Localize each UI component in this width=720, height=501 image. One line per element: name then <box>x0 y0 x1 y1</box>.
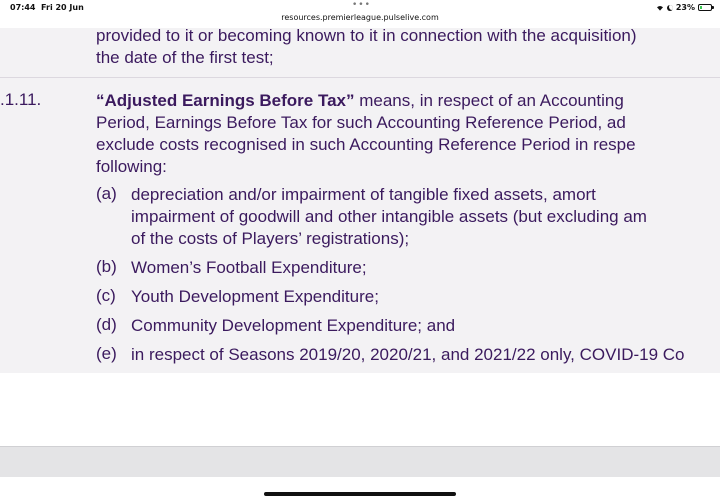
clause-line-1: means, in respect of an Accounting <box>354 91 624 110</box>
clause-line-2: Period, Earnings Before Tax for such Accounting Reference Period, ad <box>96 113 626 132</box>
item-a-line-1: depreciation and/or impairment of tangible fixed assets, amort <box>131 185 596 204</box>
item-b-line-1: Women’s Football Expenditure; <box>131 258 367 277</box>
clause-line-4: following: <box>96 157 167 176</box>
item-a-letter: (a) <box>96 184 117 203</box>
clause-number: .1.11. <box>0 90 42 109</box>
status-bar <box>0 0 720 28</box>
item-b-letter: (b) <box>96 257 117 276</box>
bottom-toolbar[interactable] <box>0 446 720 478</box>
status-date: Fri 20 Jun <box>41 3 84 12</box>
item-d-letter: (d) <box>96 315 117 334</box>
item-c-line-1: Youth Development Expenditure; <box>131 287 379 306</box>
item-e-line-1: in respect of Seasons 2019/20, 2020/21, and 2021/22 only, COVID-19 Co <box>131 345 685 364</box>
blank-page-area <box>0 373 720 446</box>
multitasking-dots-icon[interactable]: ••• <box>352 0 371 10</box>
address-url[interactable]: resources.premierleague.pulselive.com <box>281 13 439 22</box>
item-e-letter: (e) <box>96 344 117 363</box>
status-icons <box>656 3 712 12</box>
document-page <box>0 28 720 373</box>
defined-term: “Adjusted Earnings Before Tax” <box>96 91 355 110</box>
item-a-line-2: impairment of goodwill and other intangible assets (but excluding am <box>131 207 647 226</box>
item-d-line-1: Community Development Expenditure; and <box>131 316 456 335</box>
battery-percent: 23% <box>675 3 695 12</box>
clause-line-3: exclude costs recognised in such Accounting Reference Period in respe <box>96 135 636 154</box>
prev-text-line-2: the date of the first test; <box>96 48 274 67</box>
focus-moon-icon <box>667 5 673 11</box>
home-indicator-area <box>0 477 720 501</box>
wifi-icon <box>656 5 664 11</box>
status-time: 07:44 Fri 20 Jun <box>10 3 84 12</box>
item-c-letter: (c) <box>96 286 116 305</box>
battery-icon <box>698 4 712 11</box>
home-indicator[interactable] <box>264 492 456 496</box>
clause-first-line <box>96 90 624 112</box>
section-divider <box>0 77 720 78</box>
prev-text-line-1: provided to it or becoming known to it in connection with the acquisition) <box>96 28 637 45</box>
item-a-line-3: of the costs of Players’ registrations); <box>131 229 410 248</box>
